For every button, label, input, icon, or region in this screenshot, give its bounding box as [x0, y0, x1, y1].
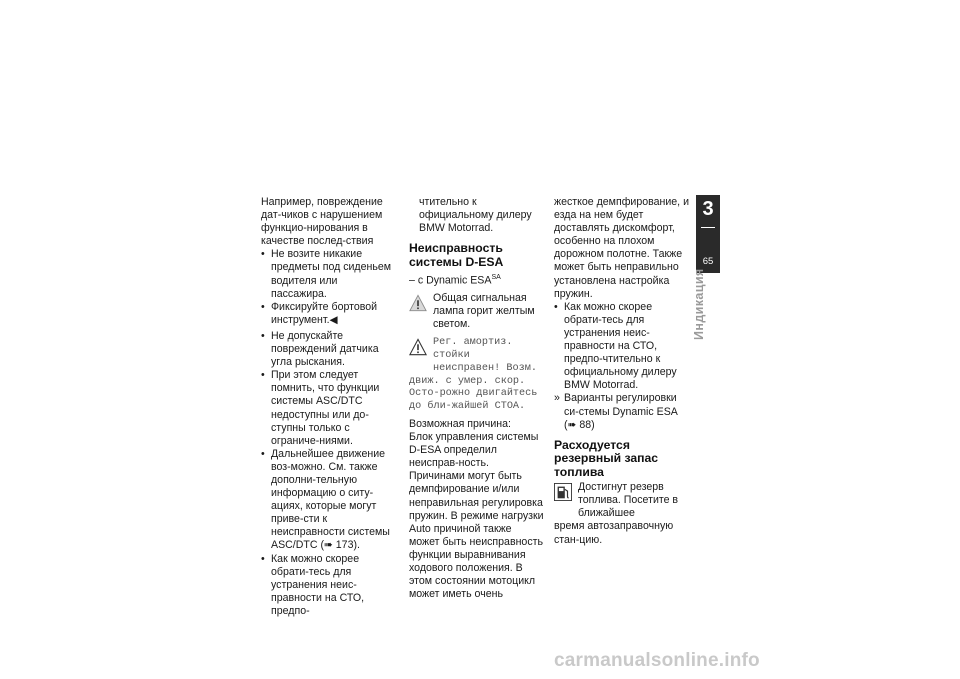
result-item: » Варианты регулировки си-стемы Dynamic ESA (➠ 88) [554, 392, 692, 431]
bullet-item: • Не возите никакие предметы под сиденьем водителя или пассажира. [261, 248, 396, 300]
display-message-rest: движ. с умер. скор. Осто-рожно двигайтесь до бли-жайшей СТОА. [409, 375, 538, 413]
column-3 [554, 196, 692, 547]
fuel-reserve-text: Достигнут резерв топлива. Посетите в ближайшее [578, 481, 679, 520]
section-heading-desa: Неисправность системы D-ESA [409, 241, 504, 269]
watermark: carmanualsonline.info [554, 650, 760, 671]
chapter-divider [701, 227, 715, 228]
bullet-item: • Дальнейшее движение воз-можно. См. также дополни-тельную информацию о ситу-ациях, которые могут приве-сти к неисправности системы ASC/DTC (➠ 173). [261, 448, 396, 553]
column-2 [409, 196, 545, 601]
bullet-item: • Как можно скорее обрати-тесь для устранения неис-правности на СТО, предпо-чтительно к официальному дилеру BMW Motorrad. [554, 301, 692, 393]
fuel-reserve-note [554, 481, 692, 520]
equipment-line [409, 271, 545, 288]
sa-mark: SA [491, 274, 501, 282]
display-message-line: Рег. амортиз. стойки [433, 337, 513, 361]
chapter-side-label: Индикация [692, 268, 706, 340]
bullet-item: • Не допускайте повреждений датчика угла рыскания. [261, 330, 396, 369]
page-number: 65 [702, 256, 714, 267]
warning-triangle-icon [409, 338, 427, 356]
fuel-reserve-text-rest: время автозаправочную стан-цию. [554, 520, 674, 546]
continuation-text: жесткое демпфирование, и езда на нем будет доставлять дискомфорт, особенно на плохом дорожном полотне. Также может быть неправильно установлена настройка пружин. [554, 196, 689, 300]
bullet-item: • При этом следует помнить, что функции системы ASC/DTC недоступны или до-ступны только с ограниче-ниями. [261, 369, 396, 448]
warning-triangle-icon [409, 294, 427, 312]
chapter-number: 3 [702, 198, 714, 220]
continuation-text: чтительно к официальному дилеру BMW Motorrad. [419, 196, 532, 235]
cause-label: Возможная причина: [409, 417, 511, 430]
equipment-text: – с Dynamic ESA [409, 274, 492, 287]
bullet-item: • Фиксируйте бортовой инструмент.◀ [261, 301, 396, 327]
intro-text: Например, повреждение дат-чиков с нарушением функцио-нирования в качестве послед-ствия [261, 196, 383, 248]
warning-lamp-text: Общая сигнальная лампа горит желтым светом. [433, 291, 535, 331]
display-message-line: неисправен! Возм. [433, 362, 537, 374]
bullet-item: • Как можно скорее обрати-тесь для устранения неис-правности на СТО, предпо- [261, 553, 396, 618]
cause-text: Блок управления системы D-ESA определил неисправ-ность. Причинами могут быть демпфирование и/или неправильная регулировка пружин. В режиме нагрузки Auto причиной также может быть неисправность функции выравнивания ходового положения. В этом состоянии мотоцикл может иметь очень [409, 431, 544, 601]
column-1 [261, 196, 396, 618]
display-message [409, 337, 545, 414]
warning-lamp-note [409, 292, 545, 331]
section-heading-fuel: Расходуется резервный запас топлива [554, 437, 659, 479]
fuel-pump-icon [554, 483, 572, 501]
